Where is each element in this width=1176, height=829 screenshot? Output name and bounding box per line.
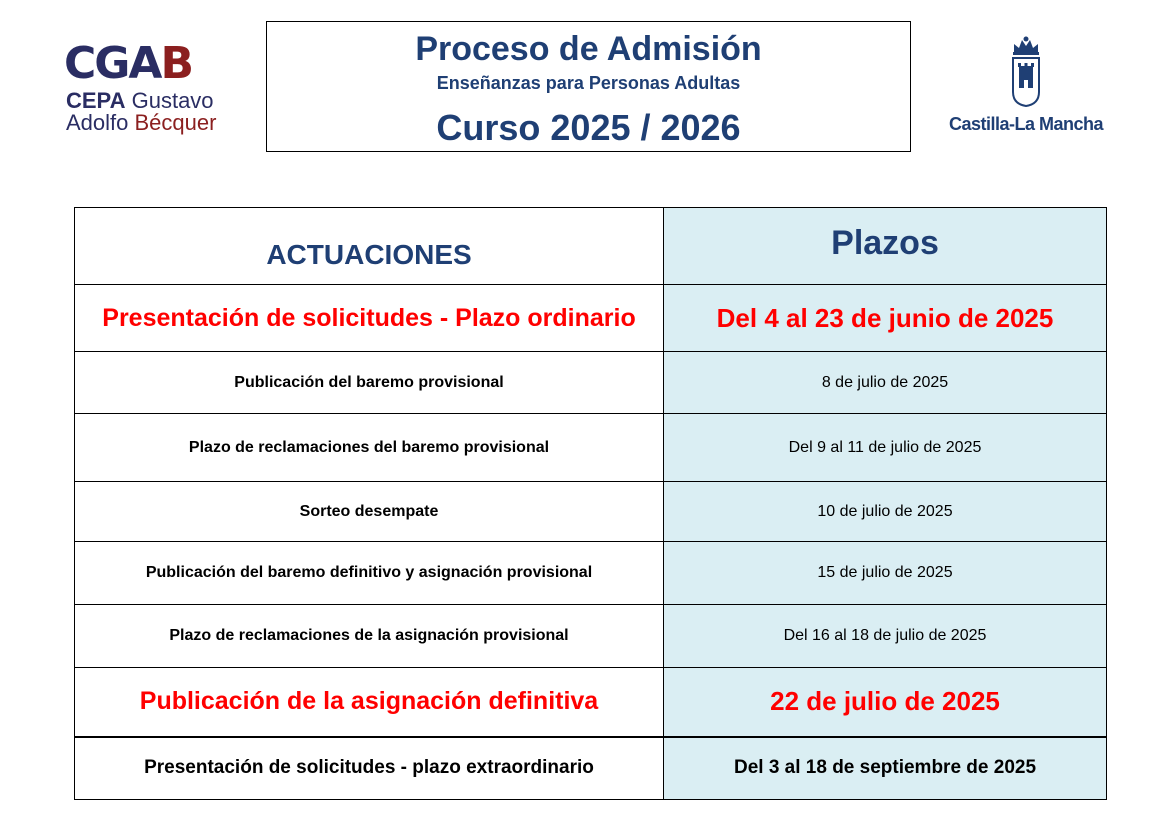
admission-schedule-table xyxy=(74,207,1107,800)
table-row xyxy=(75,482,1107,542)
deadline-cell: Del 9 al 11 de julio de 2025 xyxy=(664,414,1107,482)
table-row xyxy=(75,542,1107,605)
action-cell: Publicación del baremo provisional xyxy=(75,352,664,414)
course-label: Curso 2025 / 2026 xyxy=(436,107,741,148)
deadline-cell: 10 de julio de 2025 xyxy=(664,482,1107,542)
page-title: Proceso de Admisión xyxy=(415,30,762,68)
page-subtitle: Enseñanzas para Personas Adultas xyxy=(436,73,741,93)
action-cell: Presentación de solicitudes - Plazo ordinario xyxy=(75,285,664,352)
action-cell: Publicación de la asignación definitiva xyxy=(75,668,664,737)
deadline-cell: 22 de julio de 2025 xyxy=(664,668,1107,737)
actions-header: ACTUACIONES xyxy=(75,208,664,285)
castilla-la-mancha-logo xyxy=(946,36,1106,146)
deadline-cell: 15 de julio de 2025 xyxy=(664,542,1107,605)
action-cell: Publicación del baremo definitivo y asignación provisional xyxy=(75,542,664,605)
table-row xyxy=(75,605,1107,668)
action-cell: Plazo de reclamaciones de la asignación provisional xyxy=(75,605,664,668)
table-row xyxy=(75,352,1107,414)
deadline-cell: Del 3 al 18 de septiembre de 2025 xyxy=(664,737,1107,800)
table-row xyxy=(75,668,1107,737)
title-box xyxy=(266,21,911,152)
castle-crown-icon xyxy=(1009,36,1043,108)
cgab-mark-text: CGA xyxy=(64,38,161,89)
cgab-mark-accent-letter: B xyxy=(160,38,193,89)
action-cell: Plazo de reclamaciones del baremo provisional xyxy=(75,414,664,482)
deadline-cell: 8 de julio de 2025 xyxy=(664,352,1107,414)
castilla-la-mancha-name: Castilla-La Mancha xyxy=(948,114,1104,134)
cgab-wordmark xyxy=(64,38,192,88)
deadlines-header: Plazos xyxy=(664,208,1107,285)
cepa-gustavo-adolfo-becquer-logo xyxy=(64,38,239,138)
cepa-name-line1: CEPA Gustavo xyxy=(66,88,214,113)
table-header-row xyxy=(75,208,1107,285)
table-row xyxy=(75,285,1107,352)
table-row xyxy=(75,737,1107,800)
deadline-cell: Del 16 al 18 de julio de 2025 xyxy=(664,605,1107,668)
action-cell: Presentación de solicitudes - plazo extraordinario xyxy=(75,737,664,800)
deadline-cell: Del 4 al 23 de junio de 2025 xyxy=(664,285,1107,352)
table-row xyxy=(75,414,1107,482)
cepa-name-line2: Adolfo Bécquer xyxy=(66,110,217,135)
action-cell: Sorteo desempate xyxy=(75,482,664,542)
